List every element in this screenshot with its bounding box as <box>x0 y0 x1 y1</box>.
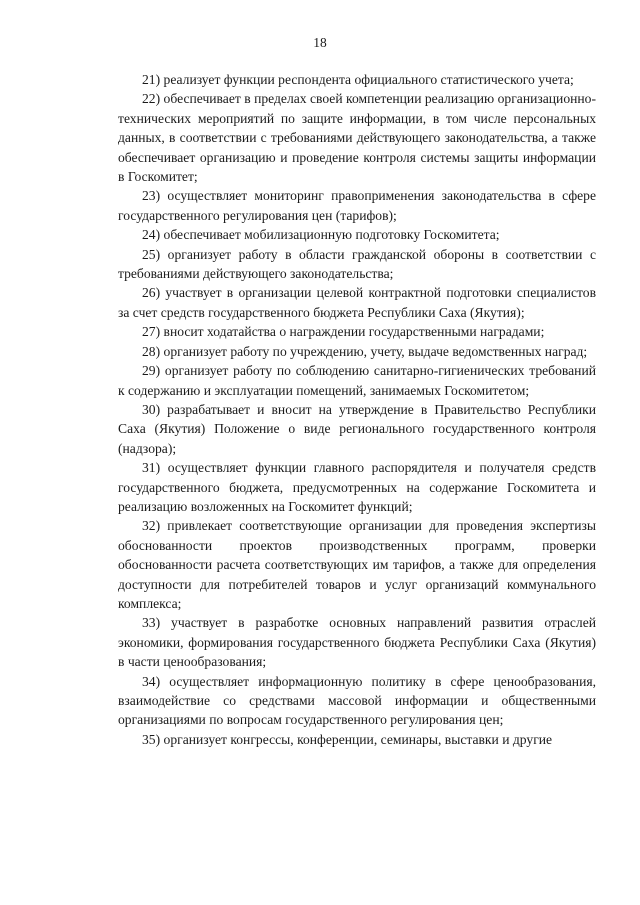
document-body <box>118 70 596 749</box>
paragraph-22: 22) обеспечивает в пределах своей компетенции реализацию организационно-технических мероприятий по защите информации, в том числе персональных данных, в соответствии с требованиями действующего законодательства, а также обеспечивает организацию и проведение контроля системы защиты информации в Госкомитет; <box>118 91 596 185</box>
page-number: 18 <box>313 35 327 50</box>
paragraph-25: 25) организует работу в области гражданской обороны в соответствии с требованиями действующего законодательства; <box>118 246 596 282</box>
paragraph-34: 34) осуществляет информационную политику в сфере ценообразования, взаимодействие со средствами массовой информации и общественными организациями по вопросам государственного регулирования цен; <box>118 673 596 728</box>
paragraph-32: 32) привлекает соответствующие организации для проведения экспертизы обоснованности проектов производственных программ, проверки обоснованности расчета соответствующих им тарифов, а также для определения доступности для потребителей товаров и услуг организаций коммунального комплекса; <box>118 518 596 611</box>
paragraph-21: 21) реализует функции респондента официального статистического учета; <box>142 72 574 87</box>
paragraph-30: 30) разрабатывает и вносит на утверждение в Правительство Республики Саха (Якутия) Положение о виде регионального государственного контроля (надзора); <box>118 401 596 456</box>
paragraph-26: 26) участвует в организации целевой контрактной подготовки специалистов за счет средств государственного бюджета Республики Саха (Якутия); <box>118 285 596 320</box>
paragraph-33: 33) участвует в разработке основных направлений развития отраслей экономики, формирования государственного бюджета Республики Саха (Якутия) в части ценообразования; <box>118 615 596 670</box>
paragraph-35: 35) организует конгрессы, конференции, семинары, выставки и другие <box>142 731 553 747</box>
paragraph-28: 28) организует работу по учреждению, учету, выдаче ведомственных наград; <box>142 343 588 359</box>
paragraph-31: 31) осуществляет функции главного распорядителя и получателя средств государственного бюджета, предусмотренных на содержание Госкомитета и реализацию возложенных на Госкомитет функций; <box>118 460 596 514</box>
paragraph-23: 23) осуществляет мониторинг правоприменения законодательства в сфере государственного регулирования цен (тарифов); <box>118 188 596 223</box>
paragraph-24: 24) обеспечивает мобилизационную подготовку Госкомитета; <box>142 227 500 243</box>
paragraph-29: 29) организует работу по соблюдению санитарно-гигиенических требований к содержанию и эксплуатации помещений, занимаемых Госкомитетом; <box>118 363 596 398</box>
paragraph-27: 27) вносит ходатайства о награждении государственными наградами; <box>142 324 545 340</box>
